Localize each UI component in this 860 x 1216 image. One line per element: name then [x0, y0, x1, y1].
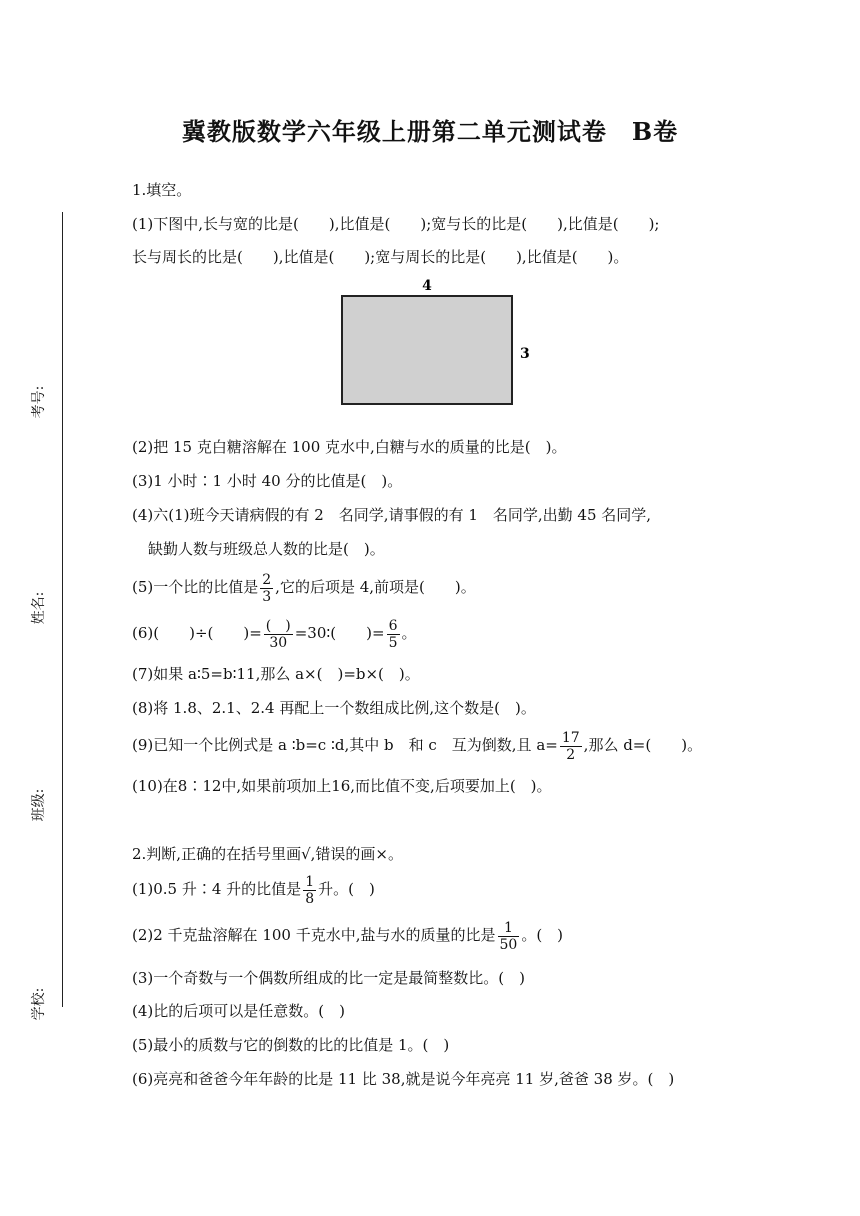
section2-heading: 2.判断,正确的在括号里画√,错误的画×。 [132, 845, 403, 863]
s1-q9 [132, 726, 702, 764]
s1-q9-fraction [560, 730, 582, 763]
s1-q5-fraction [260, 572, 273, 605]
rectangle-figure [330, 276, 540, 410]
s2-q1-pre: (1)0.5 升∶4 升的比值是 [132, 880, 302, 898]
fraction-numerator: 1 [305, 873, 315, 890]
s2-q3: (3)一个奇数与一个偶数所组成的比一定是最简整数比。( ) [132, 969, 525, 987]
exam-number-label: 考号: [31, 385, 47, 419]
school-label: 学校: [31, 987, 47, 1021]
fraction-numerator: 6 [388, 617, 398, 634]
s1-q1-line2: 长与周长的比是( ),比值是( );宽与周长的比是( ),比值是( )。 [132, 248, 629, 266]
s1-q3: (3)1 小时∶1 小时 40 分的比值是( )。 [132, 472, 403, 490]
s2-q4: (4)比的后项可以是任意数。( ) [132, 1002, 345, 1020]
fraction-numerator: 1 [498, 920, 520, 937]
s1-q5 [132, 568, 476, 606]
s1-q2: (2)把 15 克白糖溶解在 100 克水中,白糖与水的质量的比是( )。 [132, 438, 567, 456]
page-title: 冀教版数学六年级上册第二单元测试卷 B卷 [181, 117, 679, 146]
s1-q5-pre: (5)一个比的比值是 [132, 578, 259, 596]
s2-q5: (5)最小的质数与它的倒数的比的比值是 1。( ) [132, 1036, 450, 1054]
s1-q8: (8)将 1.8、2.1、2.4 再配上一个数组成比例,这个数是( )。 [132, 699, 536, 717]
s1-q4-line1: (4)六(1)班今天请病假的有 2 名同学,请事假的有 1 名同学,出勤 45 名同学, [132, 506, 652, 524]
s1-q9-pre: (9)已知一个比例式是 a ∶b=c ∶d,其中 b 和 c 互为倒数,且 a= [132, 736, 558, 754]
s2-q6: (6)亮亮和爸爸今年年龄的比是 11 比 38,就是说今年亮亮 11 岁,爸爸 38 岁。( ) [132, 1070, 675, 1088]
fraction-denominator: 8 [305, 890, 315, 907]
s2-q2 [132, 916, 563, 954]
s1-q1-line1: (1)下图中,长与宽的比是( ),比值是( );宽与长的比是( ),比值是( ); [132, 215, 660, 233]
fraction-denominator: 30 [269, 634, 288, 651]
s2-q2-pre: (2)2 千克盐溶解在 100 千克水中,盐与水的质量的比是 [132, 926, 496, 944]
s1-q5-post: ,它的后项是 4,前项是( )。 [275, 578, 476, 596]
name-label: 姓名: [31, 591, 47, 625]
class-label: 班级: [31, 788, 47, 822]
fraction-numerator: 17 [561, 729, 580, 746]
fraction-denominator: 50 [499, 936, 518, 953]
fraction-numerator: ( ) [265, 617, 291, 634]
binding-line [62, 212, 63, 1007]
section1-heading: 1.填空。 [132, 181, 192, 199]
s1-q6 [132, 614, 417, 652]
s1-q7: (7)如果 a∶5=b∶11,那么 a×( )=b×( )。 [132, 665, 420, 683]
s2-q2-fraction [498, 920, 520, 953]
s1-q6-pre: (6)( )÷( )= [132, 624, 262, 642]
s2-q1-fraction [303, 874, 316, 907]
s1-q6-fraction2 [387, 618, 400, 651]
rectangle-shape [342, 296, 512, 404]
rectangle-length-label: 4 [422, 278, 432, 294]
s1-q6-fraction1 [264, 618, 293, 651]
s1-q4-line2: 缺勤人数与班级总人数的比是( )。 [148, 540, 385, 558]
rectangle-width-label: 3 [520, 346, 530, 362]
s1-q9-post: ,那么 d=( )。 [583, 736, 703, 754]
s1-q6-mid: =30∶( )= [294, 624, 385, 642]
s2-q2-post: 。( ) [521, 926, 564, 944]
fraction-denominator: 2 [566, 746, 576, 763]
fraction-numerator: 2 [262, 571, 272, 588]
s1-q10: (10)在8∶12中,如果前项加上16,而比值不变,后项要加上( )。 [132, 777, 552, 795]
s2-q1 [132, 870, 375, 908]
s1-q6-post: 。 [401, 624, 417, 642]
fraction-denominator: 5 [388, 634, 398, 651]
s2-q1-post: 升。( ) [318, 880, 375, 898]
fraction-denominator: 3 [262, 588, 272, 605]
